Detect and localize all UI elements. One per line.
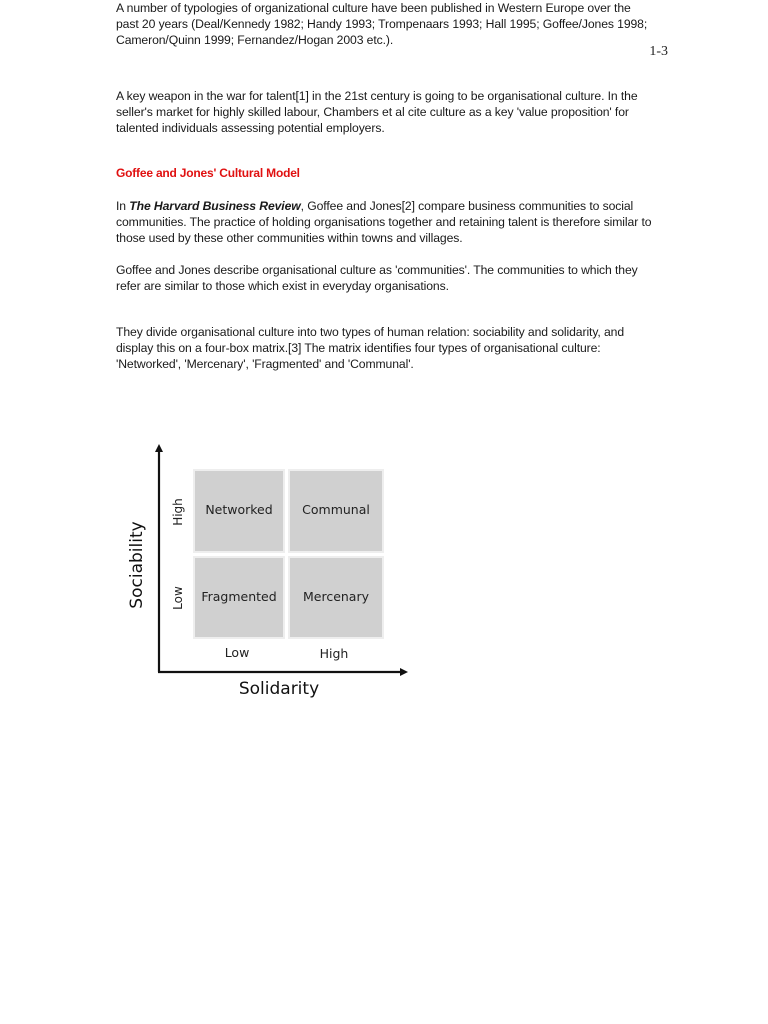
page-number: 1-3 [649, 44, 668, 59]
intro-paragraph: A number of typologies of organizational culture have been published in Western Europe over the past 20 years (Deal/Kennedy 1982; Handy 1993; Trompenaars 1993; Hall 1995; Goffee/Jones 1998; Cameron/Quinn 1999; Fernandez/Hogan 2003 etc.). [116, 1, 648, 47]
x-tick-high: High [319, 646, 349, 661]
paragraph-harvard-business-review [116, 198, 652, 246]
y-axis-label: Sociability [127, 521, 147, 609]
x-tick-low: Low [224, 645, 250, 660]
paragraph-communities: Goffee and Jones describe organisational culture as 'communities'. The communities to which they refer are similar to those which exist in everyday organisations. [116, 263, 638, 293]
y-tick-high: High [171, 498, 185, 526]
x-axis-label: Solidarity [238, 679, 320, 699]
matrix-svg [118, 440, 418, 705]
label-fragmented: Fragmented [201, 589, 277, 604]
label-networked: Networked [205, 502, 273, 517]
four-box-matrix-diagram [118, 440, 418, 705]
paragraph-rest: , Goffee and Jones[2] compare business communities to social communities. The practice of holding organisations together and retaining talent is therefore similar to those used by these other communities within towns and villages. [116, 199, 652, 245]
label-communal: Communal [302, 502, 370, 517]
label-mercenary: Mercenary [302, 589, 370, 604]
paragraph-prefix: In [116, 199, 130, 213]
paragraph-war-for-talent: A key weapon in the war for talent[1] in the 21st century is going to be organisational culture. In the seller's market for highly skilled labour, Chambers et al cite culture as a key 'value proposition' for talented individuals assessing potential employers. [116, 89, 638, 135]
journal-title: The Harvard Business Review [129, 199, 301, 213]
section-heading: Goffee and Jones' Cultural Model [116, 166, 300, 180]
paragraph-four-box-matrix: They divide organisational culture into two types of human relation: sociability and solidarity, and display this on a four-box matrix.[3] The matrix identifies four types of organisational culture: 'Networked', 'Mercenary', 'Fragmented' and 'Communal'. [116, 325, 625, 371]
y-tick-low: Low [171, 586, 185, 610]
